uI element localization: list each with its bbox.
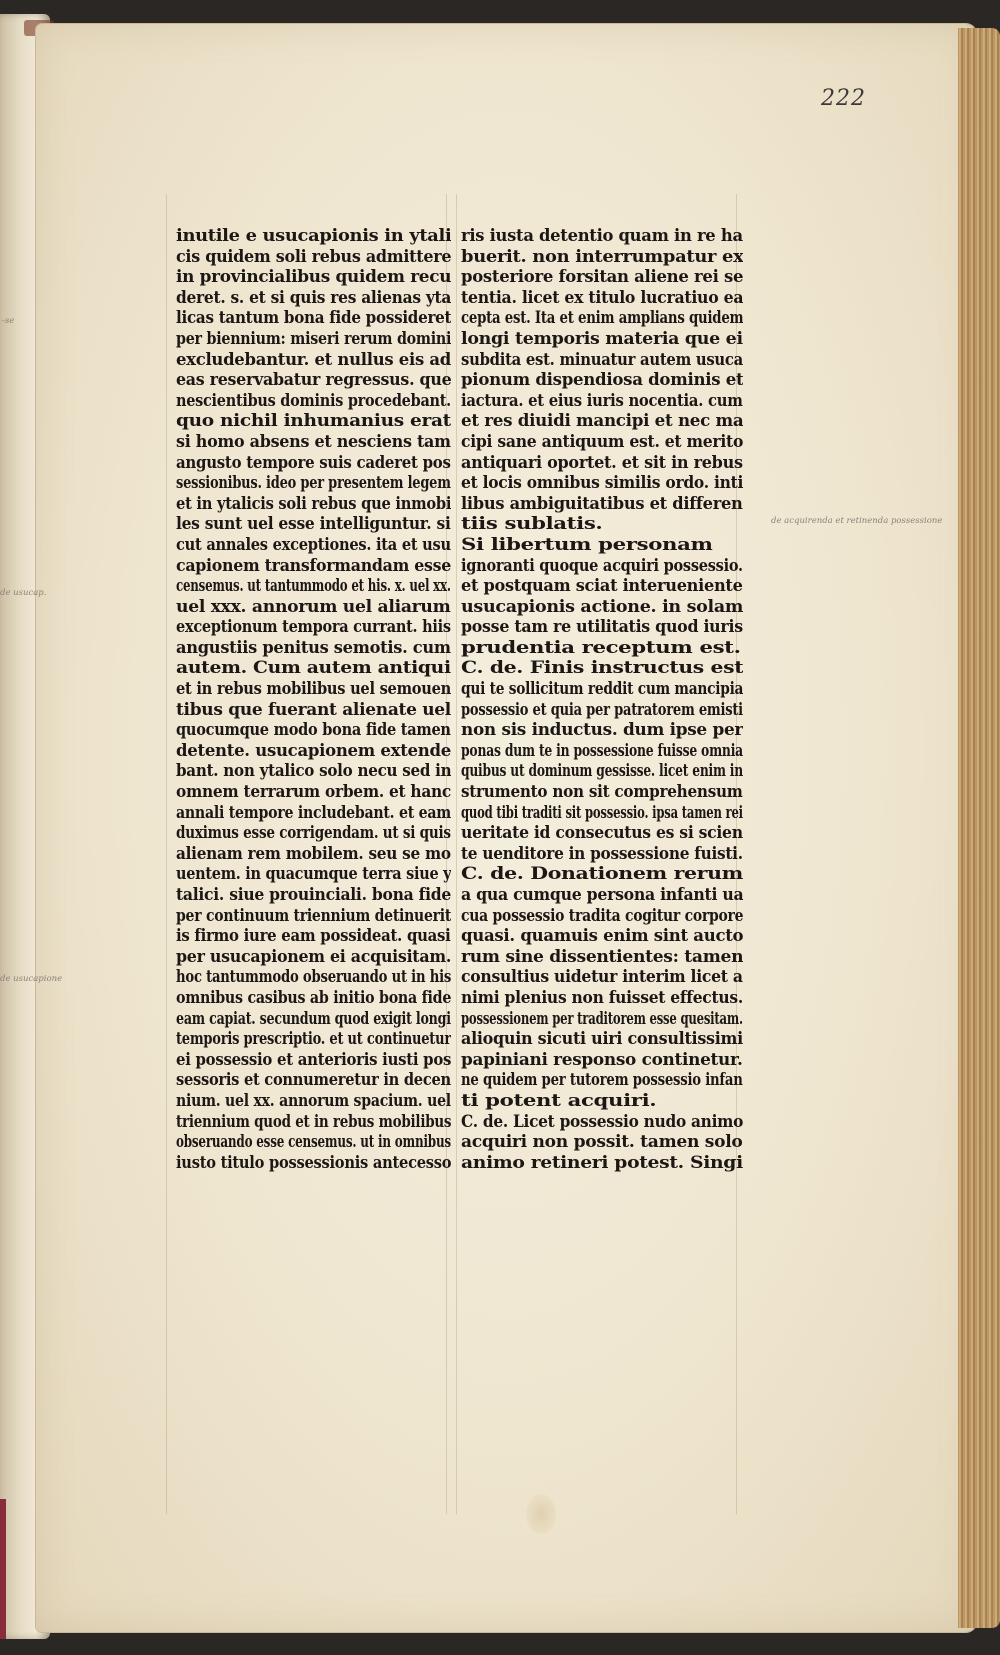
- fore-edge-leaves: [958, 28, 1000, 1628]
- manuscript-line: C. de. Licet possessio nudo animo: [461, 1111, 743, 1132]
- manuscript-line: C. de. Finis instructus est: [461, 658, 743, 679]
- manuscript-line: tiis sublatis.: [461, 514, 603, 535]
- manuscript-line: quod tibi traditi sit possessio. ipsa tamen rei: [461, 802, 743, 823]
- manuscript-line: libus ambiguitatibus et differen: [461, 493, 743, 514]
- manuscript-line: tentia. licet ex titulo lucratiuo ea: [461, 287, 743, 308]
- manuscript-line: antiquari oportet. et sit in rebus: [461, 452, 743, 473]
- manuscript-line: possessionem per traditorem esse quesitam.: [461, 1008, 743, 1029]
- manuscript-line: et postquam sciat interueniente: [461, 576, 743, 597]
- manuscript-line: eam capiat. secundum quod exigit longi: [176, 1008, 451, 1029]
- manuscript-line: exceptionum tempora currant. hiis: [176, 617, 451, 638]
- manuscript-line: cipi sane antiquum est. et merito: [461, 431, 743, 452]
- manuscript-line: eas reservabatur regressus. que: [176, 370, 451, 391]
- margin-note-right: de acquirenda et retinenda possessione: [771, 516, 943, 526]
- manuscript-line: non sis inductus. dum ipse per: [461, 720, 743, 741]
- manuscript-line: nescientibus dominis procedebant.: [176, 390, 451, 411]
- margin-note-left: -se: [2, 316, 15, 326]
- manuscript-line: cut annales exceptiones. ita et usu: [176, 534, 451, 555]
- manuscript-line: omnem terrarum orbem. et hanc: [176, 782, 451, 803]
- manuscript-line: posteriore forsitan aliene rei se: [461, 267, 743, 288]
- manuscript-line: longi temporis materia que ei: [461, 328, 743, 349]
- manuscript-line: quocumque modo bona fide tamen: [176, 720, 451, 741]
- manuscript-line: angustiis penitus semotis. cum: [176, 637, 451, 658]
- manuscript-line: nimi plenius non fuisset effectus.: [461, 987, 743, 1008]
- manuscript-line: rum sine dissentientes: tamen: [461, 946, 743, 967]
- manuscript-line: bant. non ytalico solo necu sed in: [176, 761, 451, 782]
- bookmark-ribbon: [0, 1499, 6, 1639]
- manuscript-line: acquiri non possit. tamen solo: [461, 1132, 743, 1153]
- manuscript-line: ris iusta detentio quam in re ha: [461, 226, 743, 246]
- manuscript-line: alioquin sicuti uiri consultissimi: [461, 1029, 743, 1050]
- manuscript-line: et res diuidi mancipi et nec ma: [461, 411, 743, 432]
- manuscript-line: annali tempore includebant. et eam: [176, 802, 451, 823]
- manuscript-line: posse tam re utilitatis quod iuris: [461, 617, 743, 638]
- manuscript-line: cepta est. Ita et enim amplians quidem: [461, 308, 743, 329]
- manuscript-line: capionem transformandam esse: [176, 555, 451, 576]
- text-column-left: [176, 226, 451, 1173]
- manuscript-line: prudentia receptum est.: [461, 637, 741, 658]
- manuscript-line: cis quidem soli rebus admittere: [176, 246, 451, 267]
- manuscript-line: usucapionis actione. in solam: [461, 596, 743, 617]
- manuscript-line: strumento non sit comprehensum: [461, 782, 743, 803]
- manuscript-line: iactura. et eius iuris nocentia. cum: [461, 390, 743, 411]
- manuscript-line: te uenditore in possessione fuisti.: [461, 843, 743, 864]
- folio-number: 222: [821, 86, 866, 111]
- manuscript-line: excludebantur. et nullus eis ad: [176, 349, 451, 370]
- manuscript-line: buerit. non interrumpatur ex: [461, 246, 743, 267]
- manuscript-line: duximus esse corrigendam. ut si quis: [176, 823, 451, 844]
- manuscript-line: talici. siue prouinciali. bona fide: [176, 885, 451, 905]
- manuscript-line: triennium quod et in rebus mobilibus: [176, 1111, 451, 1132]
- ruling-line: [166, 194, 167, 1514]
- manuscript-line: obseruando esse censemus. ut in omnibus: [176, 1132, 451, 1153]
- manuscript-line: temporis prescriptio. et ut continuetur: [176, 1029, 451, 1050]
- manuscript-line: quasi. quamuis enim sint aucto: [461, 926, 743, 947]
- manuscript-line: ponas dum te in possessione fuisse omnia: [461, 740, 743, 761]
- text-column-right: [461, 226, 743, 1173]
- manuscript-line: possessio et quia per patratorem emisti: [461, 699, 743, 720]
- manuscript-line: animo retineri potest. Singi: [461, 1152, 743, 1173]
- manuscript-line: sessionibus. ideo per presentem legem: [176, 473, 451, 494]
- manuscript-line: quo nichil inhumanius erat: [176, 411, 451, 432]
- margin-note-left: de usucap.: [0, 588, 47, 598]
- manuscript-line: Si libertum personam: [461, 534, 713, 555]
- manuscript-line: licas tantum bona fide possideret: [176, 308, 451, 329]
- folio-content: [0, 24, 943, 1632]
- paper-stain: [526, 1494, 556, 1534]
- manuscript-line: deret. s. et si quis res alienas yta: [176, 287, 451, 308]
- manuscript-line: pionum dispendiosa dominis et: [461, 370, 743, 391]
- manuscript-line: ti potent acquiri.: [461, 1090, 656, 1111]
- manuscript-line: ignoranti quoque acquiri possessio.: [461, 555, 743, 576]
- manuscript-line: quibus ut dominum gessisse. licet enim in: [461, 761, 743, 782]
- manuscript-line: omnibus casibus ab initio bona fide: [176, 987, 451, 1008]
- manuscript-line: sessoris et connumeretur in decen: [176, 1070, 451, 1091]
- manuscript-line: is firmo iure eam possideat. quasi: [176, 926, 451, 947]
- manuscript-line: si homo absens et nesciens tam: [176, 431, 451, 452]
- manuscript-line: et in ytalicis soli rebus que inmobi: [176, 493, 451, 514]
- manuscript-line: uentem. in quacumque terra siue y: [176, 864, 451, 885]
- manuscript-line: et in rebus mobilibus uel semouen: [176, 679, 451, 700]
- manuscript-line: detente. usucapionem extende: [176, 740, 451, 761]
- manuscript-line: nium. uel xx. annorum spacium. uel: [176, 1090, 451, 1111]
- manuscript-line: papiniani responso continetur.: [461, 1049, 743, 1070]
- manuscript-line: ueritate id consecutus es si scien: [461, 823, 743, 844]
- manuscript-line: per continuum triennium detinuerit: [176, 905, 451, 926]
- manuscript-line: iusto titulo possessionis antecesso: [176, 1152, 451, 1173]
- manuscript-line: consultius uidetur interim licet a: [461, 967, 743, 988]
- manuscript-line: cua possessio tradita cogitur corpore: [461, 905, 743, 926]
- manuscript-line: in provincialibus quidem recu: [176, 267, 451, 288]
- manuscript-line: angusto tempore suis caderet pos: [176, 452, 451, 473]
- manuscript-line: uel xxx. annorum uel aliarum: [176, 596, 451, 617]
- manuscript-line: hoc tantummodo obseruando ut in his: [176, 967, 451, 988]
- ruling-line: [456, 194, 457, 1514]
- manuscript-line: ne quidem per tutorem possessio infan: [461, 1070, 743, 1091]
- manuscript-line: qui te sollicitum reddit cum mancipia: [461, 679, 743, 700]
- manuscript-line: per usucapionem ei acquisitam.: [176, 946, 451, 967]
- manuscript-line: les sunt uel esse intelliguntur. si: [176, 514, 451, 535]
- manuscript-line: per biennium: miseri rerum domini: [176, 328, 451, 349]
- manuscript-line: alienam rem mobilem. seu se mo: [176, 843, 451, 864]
- manuscript-line: a qua cumque persona infanti ua: [461, 885, 743, 905]
- manuscript-line: et locis omnibus similis ordo. inti: [461, 473, 743, 494]
- manuscript-line: ei possessio et anterioris iusti pos: [176, 1049, 451, 1070]
- manuscript-line: tibus que fuerant alienate uel: [176, 699, 451, 720]
- manuscript-line: inutile e usucapionis in ytali: [176, 226, 451, 246]
- manuscript-line: censemus. ut tantummodo et his. x. uel xx.: [176, 576, 451, 597]
- manuscript-line: C. de. Donationem rerum: [461, 864, 743, 885]
- margin-note-left: de usucapione: [0, 974, 63, 984]
- manuscript-line: autem. Cum autem antiqui: [176, 658, 451, 679]
- manuscript-line: subdita est. minuatur autem usuca: [461, 349, 743, 370]
